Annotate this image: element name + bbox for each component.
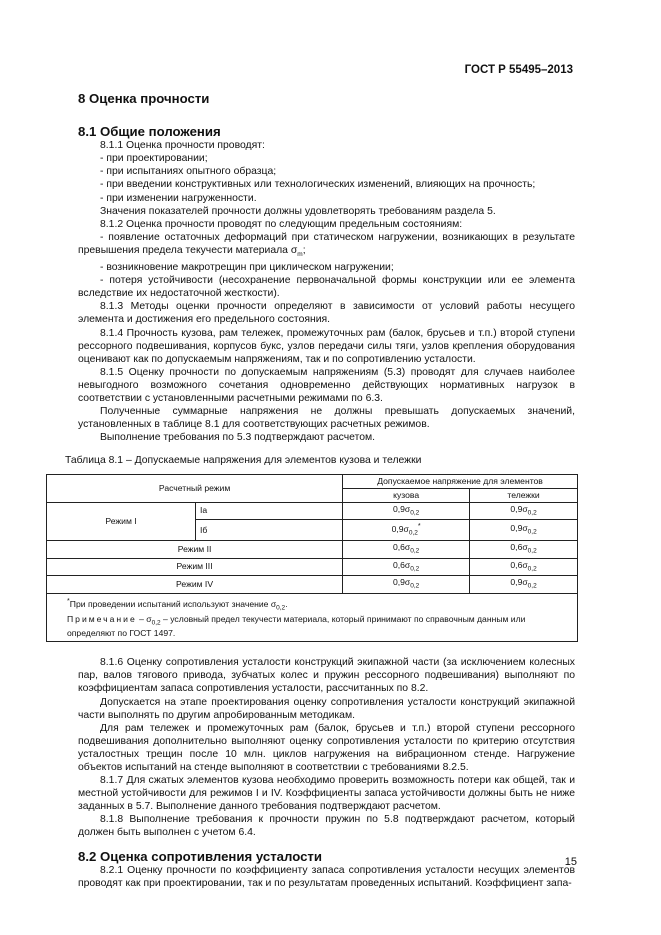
sigma-subscript: 0,2 (527, 528, 537, 536)
values-note: Значения показателей прочности должны удовлетворять требованиям раздела 5. (100, 205, 496, 217)
footnote-text: При проведении испытаний используют значение σ (69, 598, 277, 609)
cell-body (343, 520, 470, 541)
limit-state-2: - возникновение макротрещин при циклическом нагружении; (100, 262, 394, 274)
cell-body (343, 558, 470, 576)
sigma-subscript: 0,2 (408, 529, 418, 537)
footnote-end: . (285, 598, 288, 609)
section-title: 8 Оценка прочности (78, 91, 210, 106)
paragraph-8-1-6-b: Допускается на этапе проектирования оценку сопротивления усталости конструкций экипажной части выполнять по другим апробированным методикам. (78, 696, 575, 721)
cell-bogie-value: 0,9σ (510, 522, 528, 533)
header-group: Допускаемое напряжение для элементов (343, 474, 578, 488)
header-bogie: тележки (470, 488, 578, 502)
sigma-subscript: 0,2 (410, 547, 420, 555)
limit-state-1 (78, 231, 575, 261)
sigma-subscript: 0,2 (527, 582, 537, 590)
note-label: Примечание (67, 613, 137, 624)
note-text: – σ (136, 613, 152, 624)
cell-bogie (470, 576, 578, 594)
table-note (55, 614, 569, 640)
cell-body-value: 0,6σ (392, 559, 411, 570)
sigma-subscript: 0,2 (527, 547, 537, 555)
page-number: 15 (564, 856, 577, 868)
cell-bogie (470, 520, 578, 541)
sigma-subscript: 0,2 (527, 565, 537, 573)
paragraph-8-1-1: 8.1.1 Оценка прочности проводят: (100, 140, 265, 152)
paragraph-8-1-6-c: Для рам тележек и промежуточных рам (балок, брусьев и т.п.) второй ступени рессорного подвешивания дополнительно выполняют оценку сопротивления усталости по критерию отсутствия усталостных трещин после 10 млн. циклов нагружения на вибрационном стенде. Нагружение объектов испытаний на стенде выполняют в соответствии с требованиями 8.2.5. (78, 722, 575, 774)
subsection-title-8-2: 8.2 Оценка сопротивления усталости (78, 848, 322, 864)
cell-bogie (470, 502, 578, 520)
cell-bogie-value: 0,6σ (510, 541, 528, 552)
limit-state-3: - потеря устойчивости (несохранение первоначальной формы конструкции или ее элемента вследствие их недостаточной жесткости). (78, 275, 575, 300)
table-row (47, 576, 578, 594)
cell-body (343, 502, 470, 520)
cell-bogie-value: 0,9σ (510, 503, 528, 514)
sigma-subscript: 0,2 (527, 509, 537, 517)
paragraph-8-1-7: 8.1.7 Для сжатых элементов кузова необходимо проверить возможность потери как общей, так и местной устойчивости для режимов I и IV. Коэффициенты запаса устойчивости должны быть не ниже заданных в 5.7. Выполнение данного требования подтверждают расчетом. (78, 775, 575, 813)
header-body: кузова (343, 488, 470, 502)
paragraph-8-1-6: 8.1.6 Оценку сопротивления усталости конструкций экипажной части (за исключением колесных пар, валов тягового привода, зубчатых колес и пружин рессорного подвешивания) выполняют по коэффициентам запаса сопротивления усталости, рассчитанных по 8.2. (78, 657, 575, 695)
limit-state-1-text: - появление остаточных деформаций при статическом нагружении, возникающих в результате превышения предела текучести материала σ (78, 231, 575, 256)
cell-submode: Iа (196, 502, 343, 520)
cell-body-value: 0,9σ (392, 503, 411, 514)
list-item: - при проектировании; (100, 153, 208, 165)
list-item: - при испытаниях опытного образца; (100, 166, 277, 178)
paragraph-8-1-4: 8.1.4 Прочность кузова, рам тележек, промежуточных рам (балок, брусьев и т.п.) второй ступени рессорного подвешивания, корпусов букс, узлов передачи силы тяги, узлов крепления оборудования оценивают как по допускаемым напряжениям, так и по сопротивлению усталости. (78, 327, 575, 365)
document-code: ГОСТ Р 55495–2013 (464, 64, 573, 76)
paragraph-8-1-2: 8.1.2 Оценка прочности проводят по следующим предельным состояниям: (100, 218, 463, 230)
note-text-end: – условный предел текучести материала, который принимают по справочным данным или определяют по ГОСТ 1497. (67, 613, 526, 639)
limit-state-1-end: ; (302, 244, 306, 256)
sigma-subscript: 0,2 (276, 604, 286, 612)
cell-body-value: 0,6σ (392, 541, 411, 552)
table-footnote (55, 596, 569, 614)
table-header-row (47, 474, 578, 488)
cell-mode: Режим IV (47, 576, 343, 594)
cell-body (343, 576, 470, 594)
cell-body-value: 0,9σ (391, 524, 409, 535)
cell-bogie (470, 540, 578, 558)
page-content (65, 90, 575, 890)
table-row (47, 502, 578, 520)
cell-submode: Iб (196, 520, 343, 541)
table-notes-row (47, 593, 578, 641)
paragraph-8-1-8: 8.1.8 Выполнение требования к прочности пружин по 5.8 подтверждают расчетом, который должен быть выполнен с учетом 6.4. (78, 814, 575, 839)
table-caption: Таблица 8.1 – Допускаемые напряжения для элементов кузова и тележки (65, 455, 422, 467)
paragraph-8-1-5-b: Полученные суммарные напряжения не должны превышать допускаемых значений, установленных в таблице 8.1 для соответствующих расчетных режимов. (78, 406, 575, 431)
sigma-subscript: 0,2 (151, 619, 161, 627)
sigma-subscript: 0,2 (410, 509, 420, 517)
subsection-title-8-1: 8.1 Общие положения (78, 124, 221, 140)
sigma-subscript: 0,2 (410, 565, 420, 573)
paragraph-8-1-5: 8.1.5 Оценку прочности по допускаемым напряжениям (5.3) проводят для случаев наиболее невыгодного возможного сочетания одновременно действующих нормативных нагрузок в соответствии с установленными расчетными режимами по 6.3. (78, 366, 575, 405)
paragraph-8-2-1: 8.2.1 Оценку прочности по коэффициенту запаса сопротивления усталости несущих элементов проводят как при проектировании, так и по результатам проведенных испытаний. Коэффициент запа- (78, 864, 575, 889)
cell-mode: Режим I (47, 502, 196, 540)
cell-body (343, 540, 470, 558)
footnote-mark: * (67, 596, 70, 605)
paragraph-8-1-5-c: Выполнение требования по 5.3 подтверждают расчетом. (100, 432, 376, 444)
table-row (47, 558, 578, 576)
list-item: - при введении конструктивных или технологических изменений, влияющих на прочность; (100, 179, 536, 191)
table-notes (47, 593, 578, 641)
cell-body-value: 0,9σ (392, 577, 411, 588)
paragraph-8-1-3: 8.1.3 Методы оценки прочности определяют в зависимости от условий работы несущего элемента и достижения его предельного состояния. (78, 301, 575, 326)
cell-bogie (470, 558, 578, 576)
sigma-subscript: 0,2 (410, 582, 420, 590)
cell-mode: Режим II (47, 540, 343, 558)
list-item: - при изменении нагруженности. (100, 192, 257, 204)
sigma-subscript: m (297, 251, 303, 259)
cell-bogie-value: 0,6σ (510, 559, 528, 570)
cell-mode: Режим III (47, 558, 343, 576)
allowable-stress-table (46, 474, 578, 643)
cell-bogie-value: 0,9σ (510, 577, 528, 588)
footnote-mark: * (417, 522, 421, 531)
table-row (47, 540, 578, 558)
header-mode: Расчетный режим (47, 474, 343, 502)
